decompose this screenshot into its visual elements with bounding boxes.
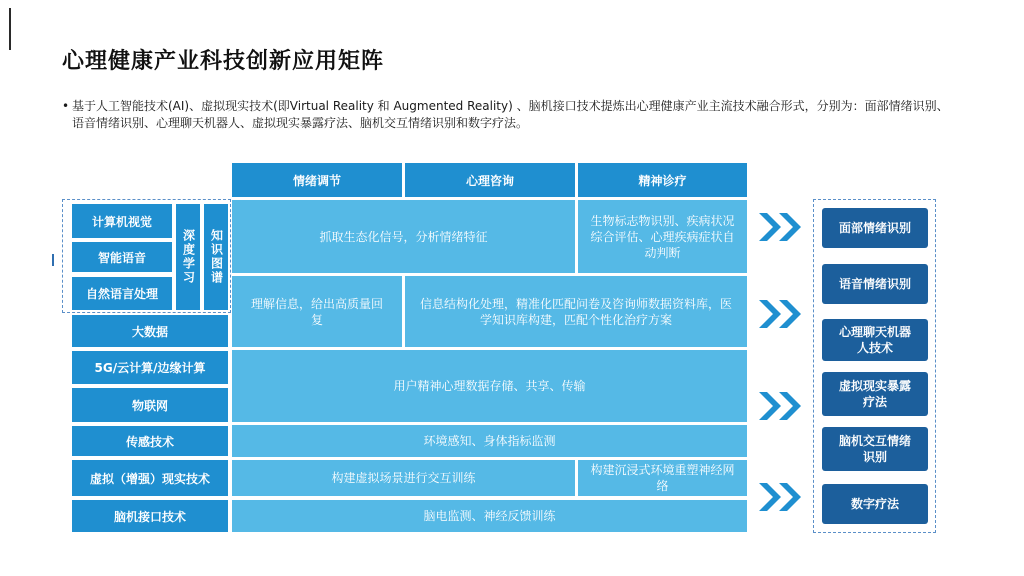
chevron-right-icon <box>757 481 805 513</box>
tech-sensor: 传感技术 <box>72 426 228 456</box>
header-emotion-regulation: 情绪调节 <box>232 163 402 197</box>
output-group <box>813 199 936 533</box>
output-vr-exposure: 虚拟现实暴露疗法 <box>822 372 928 416</box>
page-title: 心理健康产业科技创新应用矩阵 <box>62 49 385 74</box>
tech-bci: 脑机接口技术 <box>72 500 228 532</box>
tech-big-data: 大数据 <box>72 315 228 347</box>
cell-data-storage: 用户精神心理数据存储、共享、传输 <box>232 350 747 422</box>
output-bci-emotion: 脑机交互情绪识别 <box>822 427 928 471</box>
tech-computer-vision: 计算机视觉 <box>72 204 172 238</box>
header-counseling: 心理咨询 <box>405 163 575 197</box>
chevron-right-icon <box>757 298 805 330</box>
output-facial-emotion: 面部情绪识别 <box>822 208 928 248</box>
output-voice-emotion: 语音情绪识别 <box>822 264 928 304</box>
cell-vr-training: 构建虚拟场景进行交互训练 <box>232 460 575 496</box>
header-psychiatry: 精神诊疗 <box>578 163 747 197</box>
tech-smart-voice: 智能语音 <box>72 242 172 272</box>
bullet-dot: • <box>62 99 70 113</box>
cell-eeg-neurofeedback: 脑电监测、神经反馈训练 <box>232 500 747 532</box>
tech-iot: 物联网 <box>72 388 228 422</box>
chevron-right-icon <box>757 390 805 422</box>
tech-nlp: 自然语言处理 <box>72 277 172 310</box>
cell-signal-capture: 抓取生态化信号，分析情绪特征 <box>232 200 575 273</box>
tech-vr: 虚拟（增强）现实技术 <box>72 460 228 496</box>
tech-deep-learning: 深度学习 <box>176 204 200 310</box>
tech-cloud-computing: 5G/云计算/边缘计算 <box>72 351 228 384</box>
output-chatbot: 心理聊天机器人技术 <box>822 319 928 361</box>
cell-environment-sensing: 环境感知、身体指标监测 <box>232 425 747 457</box>
accent-line <box>9 8 11 50</box>
cell-biomarker: 生物标志物识别、疾病状况综合评估、心理疾病症状自动判断 <box>578 200 747 273</box>
chevron-right-icon <box>757 211 805 243</box>
side-marker <box>52 254 54 266</box>
cell-immersive-environment: 构建沉浸式环境重塑神经网络 <box>578 460 747 496</box>
cell-structured-processing: 信息结构化处理，精准化匹配问卷及咨询师数据资料库，医学知识库构建，匹配个性化治疗方案 <box>405 276 747 347</box>
output-digital-therapy: 数字疗法 <box>822 484 928 524</box>
tech-knowledge-graph: 知识图谱 <box>204 204 228 310</box>
bullet-paragraph <box>62 98 952 132</box>
cell-understand-info: 理解信息，给出高质量回复 <box>232 276 402 347</box>
bullet-text: 基于人工智能技术(AI)、虚拟现实技术(即Virtual Reality 和 Augmented Reality) 、脑机接口技术提炼出心理健康产业主流技术融合形式，分别为：面部情绪识别、语音情绪识别、心理聊天机器人、虚拟现实暴露疗法、脑机交互情绪识别和数字疗法。 <box>72 99 949 130</box>
